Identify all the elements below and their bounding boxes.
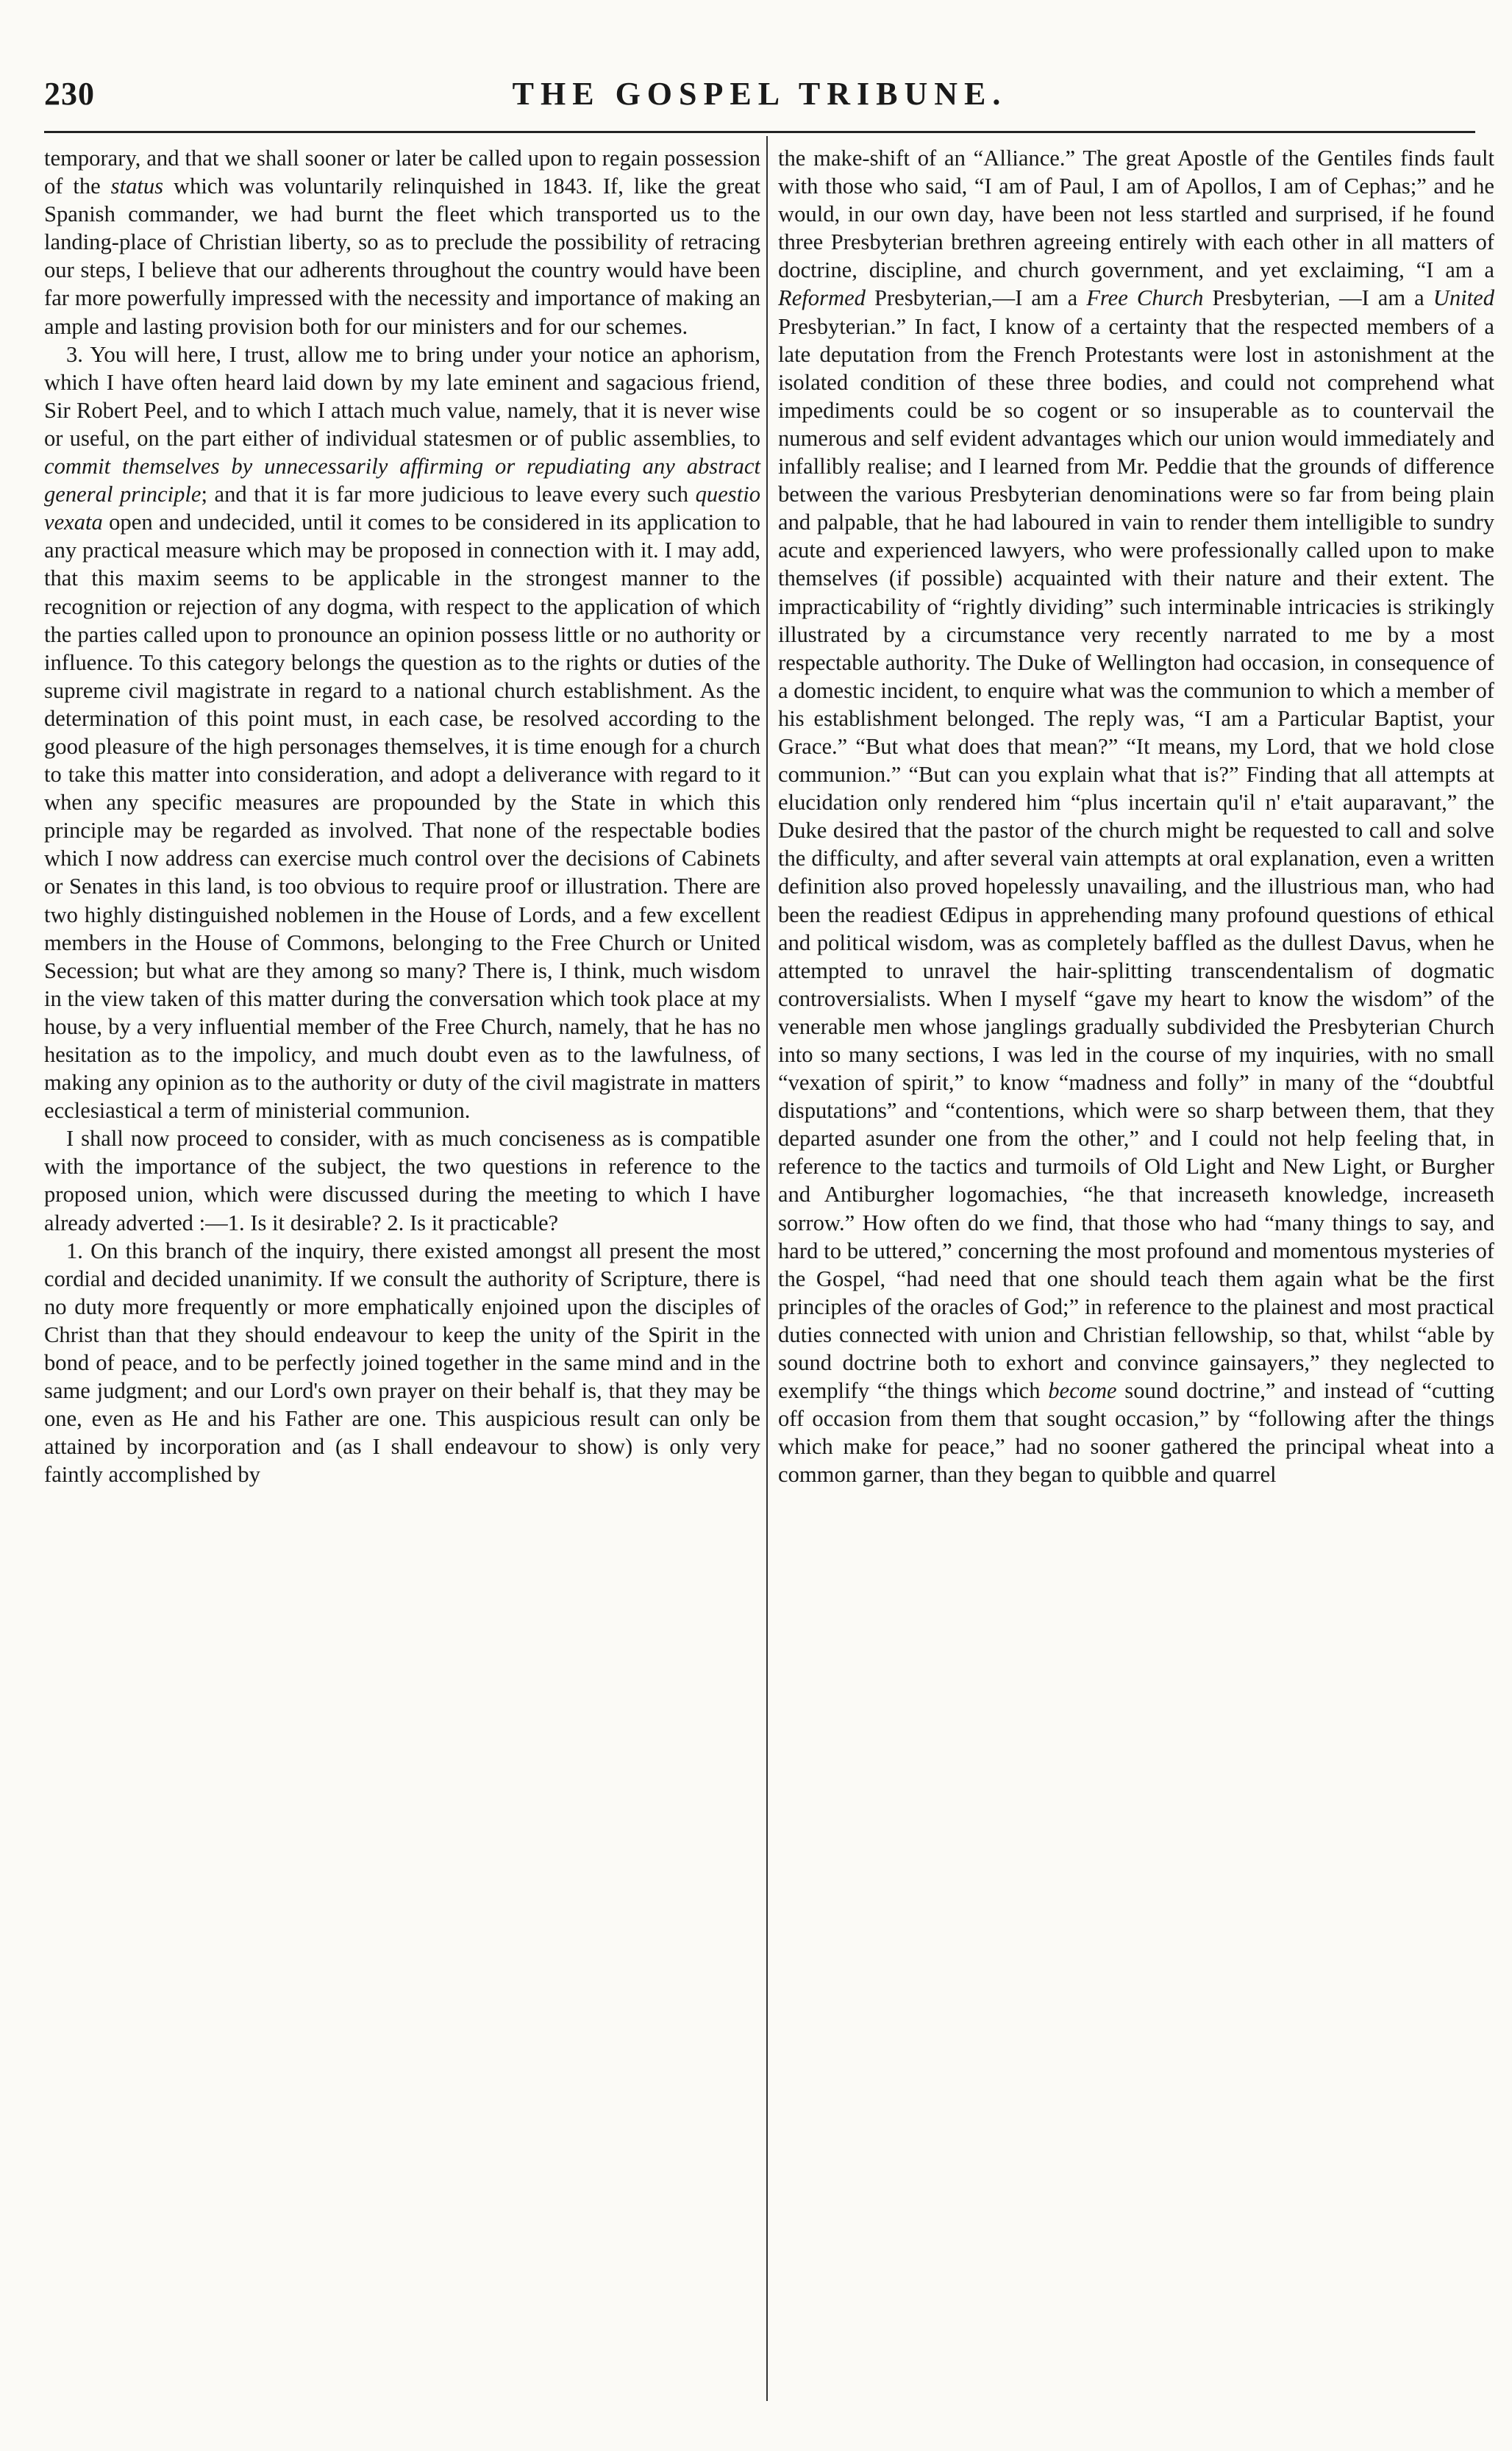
page-number: 230 bbox=[44, 76, 95, 112]
text-run: I shall now proceed to consider, with as much conciseness as is compatible with the importance of the subject, the two questions in reference to the proposed union, which were discussed during the meeting to which I have already adverted :—1. Is it desirable? 2. Is it practicable? bbox=[44, 1126, 760, 1235]
text-run: 1. On this branch of the inquiry, there existed amongst all present the most cordial and decided unanimity. If we consult the authority of Scripture, there is no duty more frequently or more emphatically enjoined upon the disciples of Christ than that they should endeavour to keep the unity of the Spirit in the bond of peace, and to be perfectly joined together in the same mind and in the same judgment; and our Lord's own prayer on their behalf is, that they may be one, even as He and his Father are one. This auspicious result can only be attained by incorporation and (as I shall endeavour to show) is only very faintly accomplished by bbox=[44, 1238, 760, 1488]
left-column bbox=[44, 144, 760, 1489]
text-run: which was voluntarily relinquished in 1843. If, like the great Spanish commander, we had burnt the fleet which transported us to the landing-place of Christian liberty, so as to preclude the possibility of retracing our steps, I believe that our adherents throughout the country would have been far more powerfully impressed with the necessity and importance of making an ample and lasting provision both for our ministers and for our schemes. bbox=[44, 174, 760, 339]
text-run: Presbyterian,—I am a bbox=[865, 285, 1087, 311]
text-run: open and undecided, until it comes to be considered in its application to any practical measure which may be proposed in connection with it. I may add, that this maxim seems to be applicable in the strongest manner to the recognition or rejection of any dogma, with respect to the application of which the parties called upon to pronounce an opinion possess little or no authority or influence. To this category belongs the question as to the rights or duties of the supreme civil magistrate in regard to a national church establishment. As the determination of this point must, in each case, be resolved according to the good pleasure of the high personages themselves, it is time enough for a church to take this matter into consideration, and adopt a deliverance with regard to it when any specific measures are propounded by the State in which this principle may be regarded as involved. That none of the respectable bodies which I now address can exercise much control over the decisions of Cabinets or Senates in this land, is too obvious to require proof or illustration. There are two highly distinguished noblemen in the House of Lords, and a few excellent members in the House of Commons, belonging to the Free Church or United Secession; but what are they among so many? There is, I think, much wisdom in the view taken of this matter during the conversation which took place at my house, by a very influential member of the Free Church, namely, that he has no hesitation as to the impolicy, and much doubt even as to the lawfulness, of making any opinion as to the authority or duty of the civil magistrate in matters ecclesiastical a term of ministerial communion. bbox=[44, 510, 760, 1124]
paragraph bbox=[44, 144, 760, 340]
page-header bbox=[44, 74, 1475, 133]
right-column bbox=[778, 144, 1494, 1489]
text-run: ; and that it is far more judicious to leave every such bbox=[201, 482, 696, 507]
italic-run: status bbox=[110, 174, 164, 199]
italic-run: United bbox=[1433, 285, 1494, 311]
text-run: Presbyterian.” In fact, I know of a certainty that the respected members of a late deputation from the French Protestants were lost in astonishment at the isolated condition of these three bodies, and could not comprehend what impediments could be so cogent or so insuperable as to countervail the numerous and self evident advantages which our union would immediately and infallibly realise; and I learned from Mr. Peddie that the grounds of difference between the various Presbyterian denominations were so far from being plain and palpable, that he had laboured in vain to render them intelligible to sundry acute and experienced lawyers, who were professionally called upon to make themselves (if possible) acquainted with their nature and their extent. The impracticability of “rightly dividing” such interminable intricacies is strikingly illustrated by a circumstance very recently narrated to me by a most respectable authority. The Duke of Wellington had occasion, in consequence of a domestic incident, to enquire what was the communion to which a member of his establishment belonged. The reply was, “I am a Particular Baptist, your Grace.” “But what does that mean?” “It means, my Lord, that we hold close communion.” “But can you explain what that is?” Finding that all attempts at elucidation only rendered him “plus incertain qu'il n' e'tait auparavant,” the Duke desired that the pastor of the church might be requested to call and solve the difficulty, and after several vain attempts at oral explanation, even a written definition also proved hopelessly unavailing, and the illustrious man, who had been the readiest Œdipus in apprehending many profound questions of ethical and political wisdom, was as completely baffled as the dullest Davus, when he attempted to unravel the hair-splitting transcendentalism of dogmatic controversialists. When I myself “gave my heart to know the wisdom” of the venerable men whose janglings gradually subdivided the Presbyterian Church into so many sections, I was led in the course of my inquiries, with no small “vexation of spirit,” to know “madness and folly” in many of the “doubtful disputations” and “contentions, which were so sharp between them, that they departed asunder one from the other,” and I could not help feeling that, in reference to the tactics and turmoils of Old Light and New Light, or Burgher and Antiburgher logomachies, “he that increaseth knowledge, increaseth sorrow.” How often do we find, that those who had “many things to say, and hard to be uttered,” concerning the most profound and momentous mysteries of the Gospel, “had need that one should teach them again what be the first principles of the oracles of God;” in reference to the plainest and most practical duties connected with union and Christian fellowship, so that, whilst “able by sound doctrine both to exhort and convince gainsayers,” they neglected to exemplify “the things which bbox=[778, 313, 1494, 1404]
text-run: Presbyterian, —I am a bbox=[1203, 285, 1433, 311]
paragraph bbox=[44, 1124, 760, 1236]
paragraph bbox=[44, 340, 760, 1125]
text-run: sound doctrine,” and instead of “cutting off occasion from them that sought occasion,” by “following after the things which make for peace,” had no sooner gathered the principal wheat into a common garner, than they began to quibble and quarrel bbox=[778, 1378, 1494, 1488]
running-title: THE GOSPEL TRIBUNE. bbox=[512, 76, 1008, 112]
italic-run: Free Church bbox=[1086, 285, 1204, 311]
text-run: 3. You will here, I trust, allow me to bring under your notice an aphorism, which I have often heard laid down by my late eminent and sagacious friend, Sir Robert Peel, and to which I attach much value, namely, that it is never wise or useful, on the part either of individual statesmen or of public assemblies, to bbox=[44, 341, 760, 451]
italic-run: become bbox=[1048, 1378, 1117, 1404]
paragraph bbox=[44, 1237, 760, 1489]
italic-run: commit themselves by unnecessarily affirming or repudiating any abstract general principle bbox=[44, 454, 760, 507]
italic-run: questio vexata bbox=[44, 482, 760, 535]
text-run: the make-shift of an “Alliance.” The great Apostle of the Gentiles finds fault with those who said, “I am of Paul, I am of Apollos, I am of Cephas;” and he would, in our own day, have been not less startled and surprised, if he found three Presbyterian brethren agreeing entirely with each other in all matters of doctrine, discipline, and church government, and yet exclaiming, “I am a bbox=[778, 146, 1494, 283]
text-run: temporary, and that we shall sooner or later be called upon to regain possession of the bbox=[44, 146, 760, 199]
column-divider bbox=[766, 136, 768, 2401]
italic-run: Reformed bbox=[778, 285, 866, 311]
paragraph bbox=[778, 144, 1494, 1489]
